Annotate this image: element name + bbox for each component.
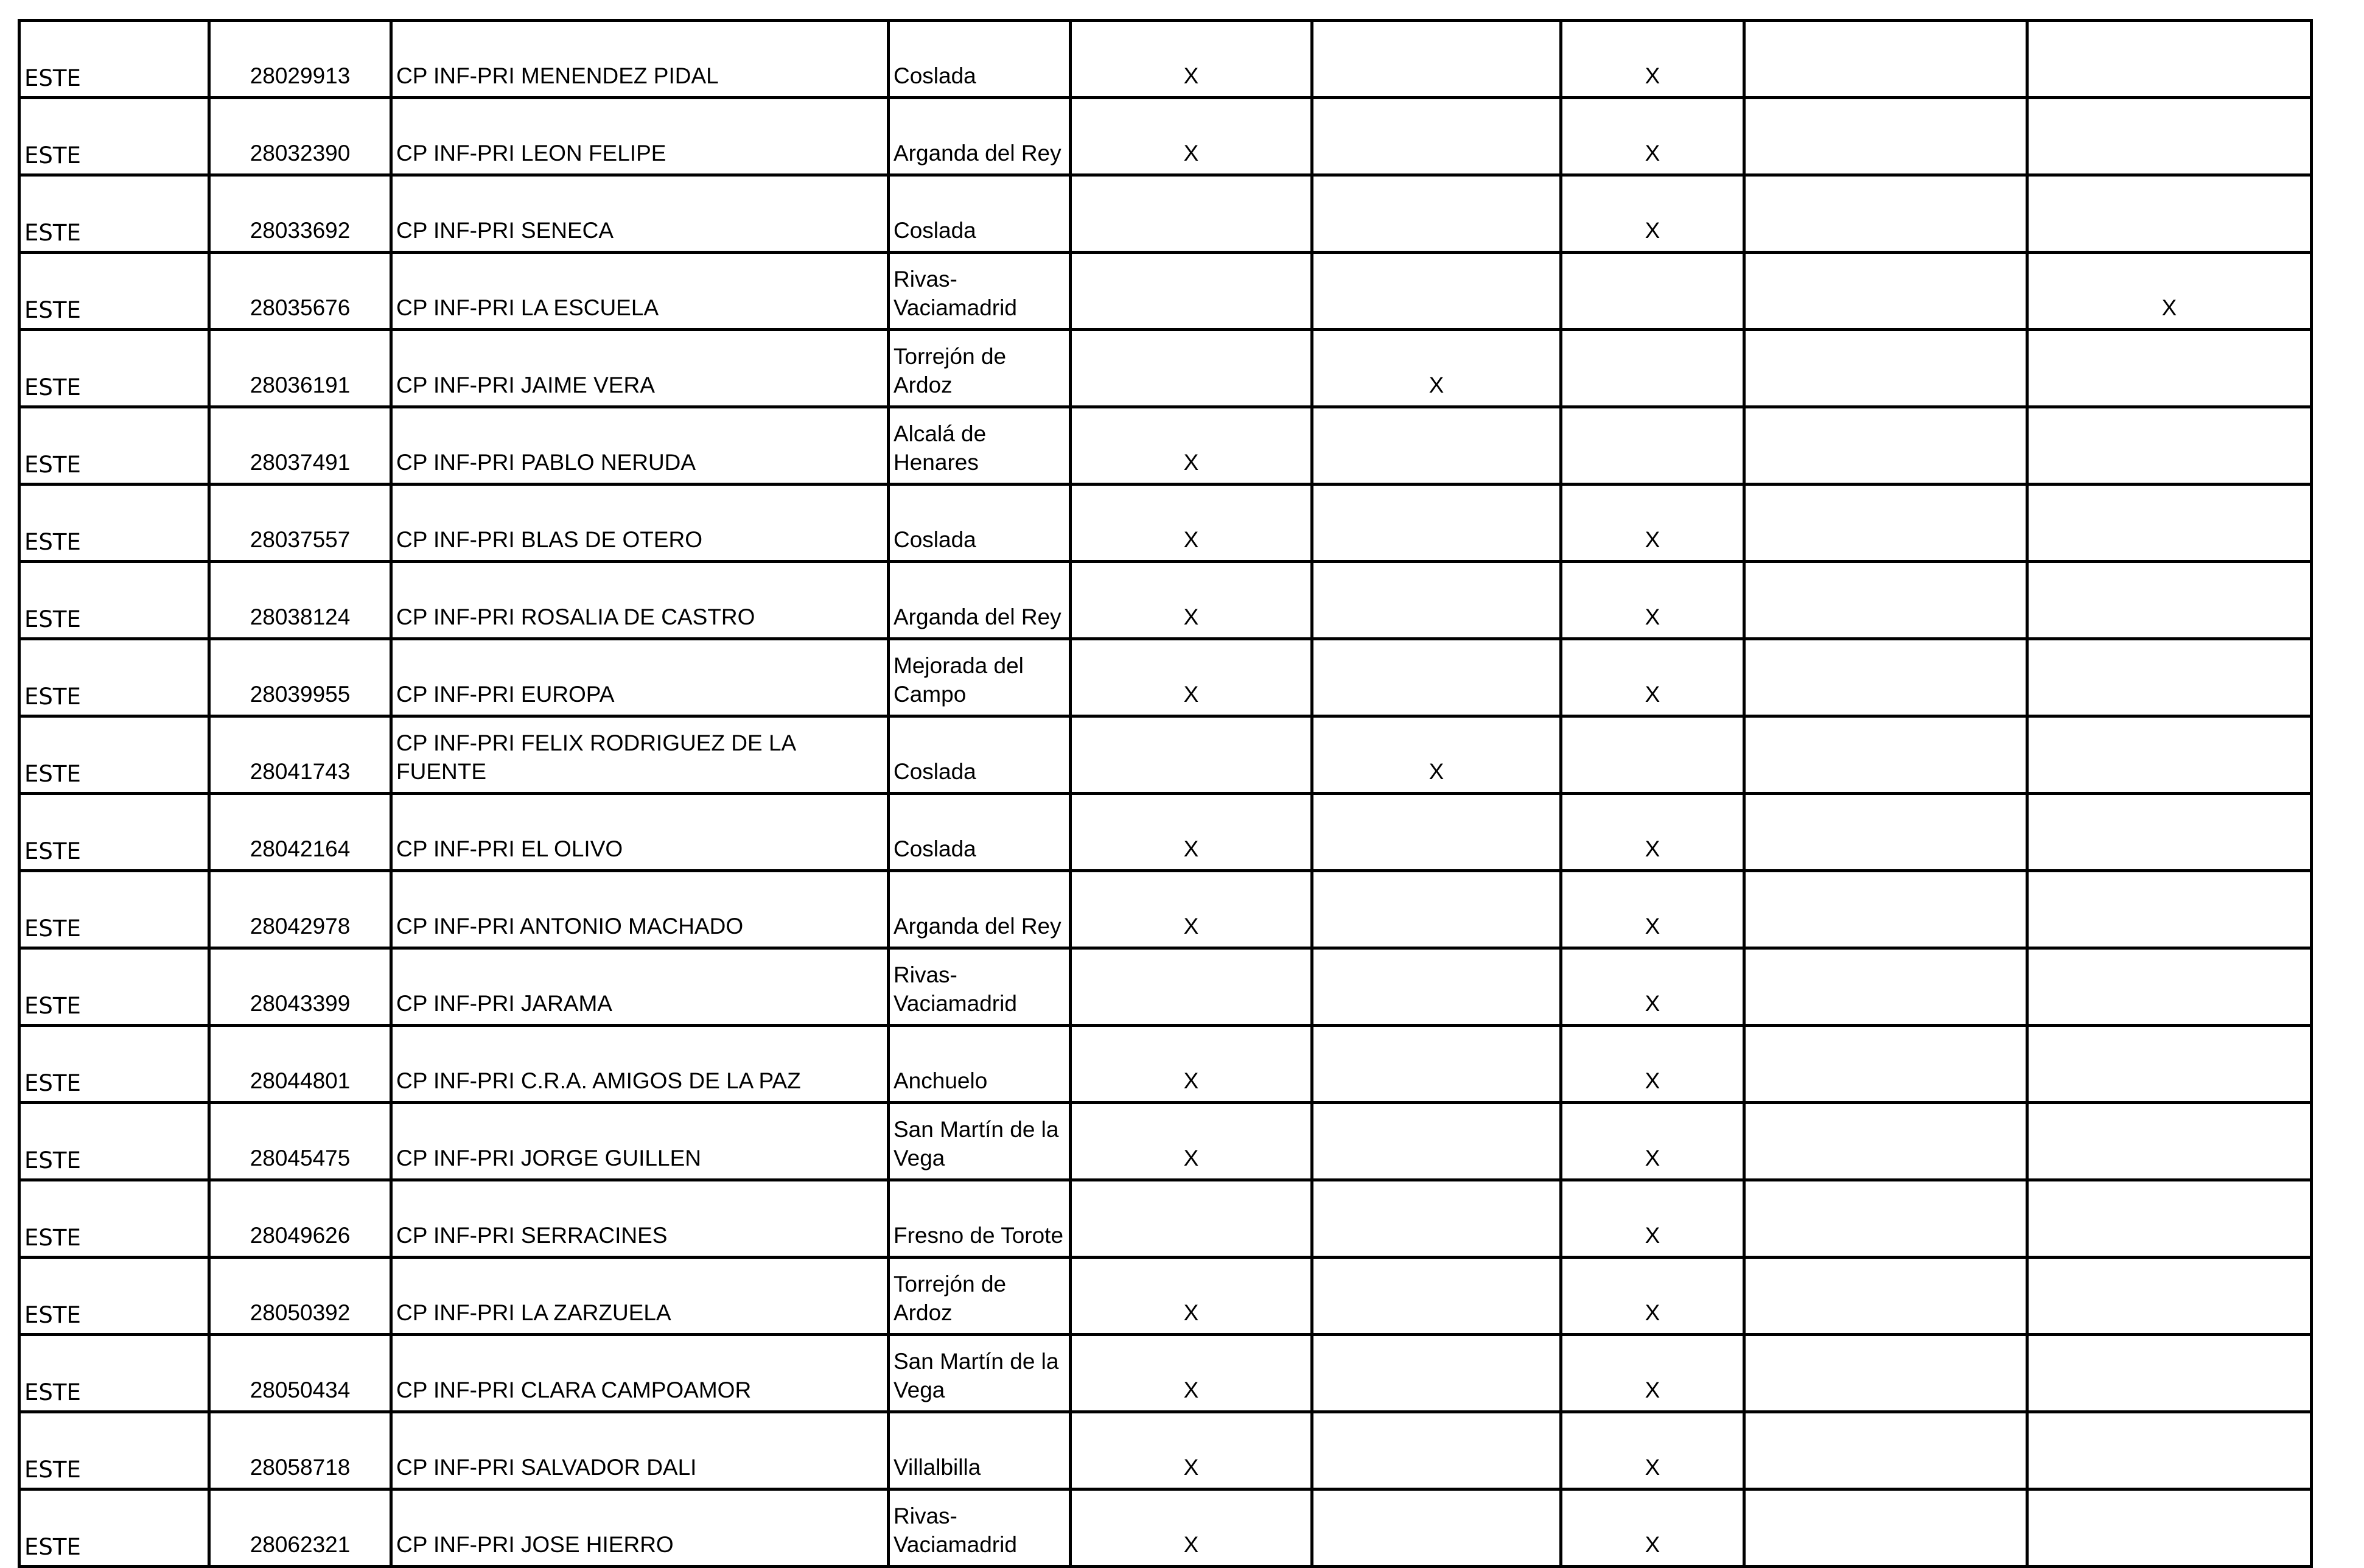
school-code-cell: 28043399 <box>209 948 391 1026</box>
mark-cell-2 <box>1312 485 1561 562</box>
mark-cell-2 <box>1312 1180 1561 1258</box>
mark-cell-4 <box>1744 253 2027 330</box>
zone-cell: ESTE <box>19 871 209 948</box>
mark-cell-5 <box>2027 1103 2312 1180</box>
mark-cell-2 <box>1312 407 1561 485</box>
school-code-cell: 28041743 <box>209 716 391 794</box>
municipality-cell: Coslada <box>889 794 1071 871</box>
mark-cell-4 <box>1744 562 2027 639</box>
zone-cell: ESTE <box>19 485 209 562</box>
school-name-cell: CP INF-PRI SENECA <box>391 175 889 253</box>
mark-cell-1: X <box>1071 1412 1312 1489</box>
mark-cell-3: X <box>1561 1412 1744 1489</box>
table-row <box>19 1489 2312 1567</box>
mark-cell-2 <box>1312 21 1561 98</box>
municipality-cell: Villalbilla <box>889 1412 1071 1489</box>
table-row <box>19 253 2312 330</box>
school-name-cell: CP INF-PRI ROSALIA DE CASTRO <box>391 562 889 639</box>
school-name-cell: CP INF-PRI C.R.A. AMIGOS DE LA PAZ <box>391 1026 889 1103</box>
table-row <box>19 562 2312 639</box>
school-code-cell: 28044801 <box>209 1026 391 1103</box>
mark-cell-4 <box>1744 175 2027 253</box>
zone-cell: ESTE <box>19 1103 209 1180</box>
mark-cell-2 <box>1312 175 1561 253</box>
municipality-cell: Coslada <box>889 716 1071 794</box>
mark-cell-4 <box>1744 1026 2027 1103</box>
mark-cell-4 <box>1744 485 2027 562</box>
school-code-cell: 28058718 <box>209 1412 391 1489</box>
mark-cell-3: X <box>1561 639 1744 716</box>
mark-cell-2: X <box>1312 330 1561 407</box>
school-name-cell: CP INF-PRI LA ESCUELA <box>391 253 889 330</box>
mark-cell-3: X <box>1561 1103 1744 1180</box>
mark-cell-1 <box>1071 175 1312 253</box>
municipality-cell: Arganda del Rey <box>889 98 1071 175</box>
mark-cell-1: X <box>1071 485 1312 562</box>
mark-cell-2 <box>1312 1026 1561 1103</box>
school-name-cell: CP INF-PRI EL OLIVO <box>391 794 889 871</box>
mark-cell-4 <box>1744 716 2027 794</box>
mark-cell-1 <box>1071 948 1312 1026</box>
mark-cell-1: X <box>1071 1335 1312 1412</box>
school-code-cell: 28042164 <box>209 794 391 871</box>
municipality-cell: Arganda del Rey <box>889 562 1071 639</box>
mark-cell-3: X <box>1561 794 1744 871</box>
table-row <box>19 794 2312 871</box>
mark-cell-5 <box>2027 330 2312 407</box>
mark-cell-1: X <box>1071 794 1312 871</box>
table-row <box>19 1103 2312 1180</box>
mark-cell-4 <box>1744 794 2027 871</box>
table-row <box>19 1026 2312 1103</box>
mark-cell-2 <box>1312 98 1561 175</box>
municipality-cell: Mejorada del Campo <box>889 639 1071 716</box>
mark-cell-2 <box>1312 794 1561 871</box>
mark-cell-1 <box>1071 253 1312 330</box>
school-code-cell: 28033692 <box>209 175 391 253</box>
zone-cell: ESTE <box>19 716 209 794</box>
schools-table <box>18 19 2313 1568</box>
municipality-cell: Alcalá de Henares <box>889 407 1071 485</box>
mark-cell-3: X <box>1561 1489 1744 1567</box>
mark-cell-2 <box>1312 253 1561 330</box>
mark-cell-1: X <box>1071 1258 1312 1335</box>
mark-cell-4 <box>1744 330 2027 407</box>
school-name-cell: CP INF-PRI SERRACINES <box>391 1180 889 1258</box>
zone-cell: ESTE <box>19 330 209 407</box>
school-code-cell: 28042978 <box>209 871 391 948</box>
mark-cell-4 <box>1744 871 2027 948</box>
mark-cell-5 <box>2027 948 2312 1026</box>
mark-cell-3: X <box>1561 562 1744 639</box>
zone-cell: ESTE <box>19 1489 209 1567</box>
mark-cell-3: X <box>1561 1335 1744 1412</box>
zone-cell: ESTE <box>19 794 209 871</box>
mark-cell-1: X <box>1071 871 1312 948</box>
table-row <box>19 1180 2312 1258</box>
municipality-cell: Torrejón de Ardoz <box>889 1258 1071 1335</box>
mark-cell-2 <box>1312 1489 1561 1567</box>
municipality-cell: Anchuelo <box>889 1026 1071 1103</box>
mark-cell-5 <box>2027 1258 2312 1335</box>
school-name-cell: CP INF-PRI CLARA CAMPOAMOR <box>391 1335 889 1412</box>
school-code-cell: 28037491 <box>209 407 391 485</box>
mark-cell-5 <box>2027 716 2312 794</box>
table-row <box>19 639 2312 716</box>
mark-cell-2 <box>1312 1103 1561 1180</box>
mark-cell-2 <box>1312 1412 1561 1489</box>
mark-cell-1 <box>1071 716 1312 794</box>
table-row <box>19 330 2312 407</box>
mark-cell-3: X <box>1561 948 1744 1026</box>
mark-cell-4 <box>1744 1258 2027 1335</box>
mark-cell-2 <box>1312 948 1561 1026</box>
municipality-cell: San Martín de la Vega <box>889 1335 1071 1412</box>
mark-cell-5 <box>2027 1412 2312 1489</box>
school-code-cell: 28037557 <box>209 485 391 562</box>
school-name-cell: CP INF-PRI JORGE GUILLEN <box>391 1103 889 1180</box>
school-code-cell: 28062321 <box>209 1489 391 1567</box>
mark-cell-4 <box>1744 948 2027 1026</box>
table-row <box>19 716 2312 794</box>
school-name-cell: CP INF-PRI SALVADOR DALI <box>391 1412 889 1489</box>
mark-cell-2: X <box>1312 716 1561 794</box>
school-name-cell: CP INF-PRI JARAMA <box>391 948 889 1026</box>
mark-cell-2 <box>1312 639 1561 716</box>
zone-cell: ESTE <box>19 1180 209 1258</box>
table-row <box>19 175 2312 253</box>
school-name-cell: CP INF-PRI EUROPA <box>391 639 889 716</box>
mark-cell-5 <box>2027 1489 2312 1567</box>
mark-cell-4 <box>1744 639 2027 716</box>
mark-cell-5 <box>2027 1026 2312 1103</box>
table-row <box>19 21 2312 98</box>
school-name-cell: CP INF-PRI LEON FELIPE <box>391 98 889 175</box>
mark-cell-1: X <box>1071 562 1312 639</box>
mark-cell-1 <box>1071 1180 1312 1258</box>
school-code-cell: 28045475 <box>209 1103 391 1180</box>
zone-cell: ESTE <box>19 1258 209 1335</box>
mark-cell-3: X <box>1561 98 1744 175</box>
mark-cell-5 <box>2027 175 2312 253</box>
mark-cell-4 <box>1744 1180 2027 1258</box>
mark-cell-3: X <box>1561 1026 1744 1103</box>
mark-cell-2 <box>1312 871 1561 948</box>
table-row <box>19 1412 2312 1489</box>
school-code-cell: 28032390 <box>209 98 391 175</box>
mark-cell-1: X <box>1071 639 1312 716</box>
municipality-cell: Torrejón de Ardoz <box>889 330 1071 407</box>
school-name-cell: CP INF-PRI FELIX RODRIGUEZ DE LA FUENTE <box>391 716 889 794</box>
mark-cell-3: X <box>1561 1258 1744 1335</box>
table-body <box>19 21 2312 1567</box>
zone-cell: ESTE <box>19 948 209 1026</box>
mark-cell-1: X <box>1071 1103 1312 1180</box>
table-row <box>19 98 2312 175</box>
zone-cell: ESTE <box>19 98 209 175</box>
zone-cell: ESTE <box>19 1026 209 1103</box>
mark-cell-5 <box>2027 21 2312 98</box>
mark-cell-1 <box>1071 330 1312 407</box>
mark-cell-1: X <box>1071 1489 1312 1567</box>
school-name-cell: CP INF-PRI JOSE HIERRO <box>391 1489 889 1567</box>
school-code-cell: 28050434 <box>209 1335 391 1412</box>
mark-cell-4 <box>1744 407 2027 485</box>
municipality-cell: Coslada <box>889 21 1071 98</box>
mark-cell-5 <box>2027 871 2312 948</box>
zone-cell: ESTE <box>19 407 209 485</box>
municipality-cell: Coslada <box>889 175 1071 253</box>
mark-cell-5 <box>2027 1335 2312 1412</box>
mark-cell-2 <box>1312 1335 1561 1412</box>
school-code-cell: 28039955 <box>209 639 391 716</box>
municipality-cell: Rivas-Vaciamadrid <box>889 253 1071 330</box>
mark-cell-4 <box>1744 1412 2027 1489</box>
municipality-cell: Fresno de Torote <box>889 1180 1071 1258</box>
school-name-cell: CP INF-PRI ANTONIO MACHADO <box>391 871 889 948</box>
mark-cell-5 <box>2027 407 2312 485</box>
table-row <box>19 1258 2312 1335</box>
mark-cell-4 <box>1744 1489 2027 1567</box>
table-row <box>19 407 2312 485</box>
zone-cell: ESTE <box>19 562 209 639</box>
school-code-cell: 28035676 <box>209 253 391 330</box>
municipality-cell: Arganda del Rey <box>889 871 1071 948</box>
municipality-cell: Rivas-Vaciamadrid <box>889 948 1071 1026</box>
zone-cell: ESTE <box>19 175 209 253</box>
municipality-cell: San Martín de la Vega <box>889 1103 1071 1180</box>
mark-cell-3: X <box>1561 485 1744 562</box>
mark-cell-4 <box>1744 21 2027 98</box>
table-row <box>19 948 2312 1026</box>
school-name-cell: CP INF-PRI BLAS DE OTERO <box>391 485 889 562</box>
mark-cell-3: X <box>1561 1180 1744 1258</box>
mark-cell-3: X <box>1561 871 1744 948</box>
mark-cell-4 <box>1744 1103 2027 1180</box>
school-code-cell: 28038124 <box>209 562 391 639</box>
mark-cell-1: X <box>1071 1026 1312 1103</box>
mark-cell-2 <box>1312 562 1561 639</box>
mark-cell-5 <box>2027 1180 2312 1258</box>
school-code-cell: 28029913 <box>209 21 391 98</box>
school-name-cell: CP INF-PRI JAIME VERA <box>391 330 889 407</box>
school-code-cell: 28036191 <box>209 330 391 407</box>
municipality-cell: Rivas-Vaciamadrid <box>889 1489 1071 1567</box>
mark-cell-3: X <box>1561 175 1744 253</box>
mark-cell-4 <box>1744 1335 2027 1412</box>
mark-cell-5 <box>2027 639 2312 716</box>
school-name-cell: CP INF-PRI PABLO NERUDA <box>391 407 889 485</box>
zone-cell: ESTE <box>19 253 209 330</box>
municipality-cell: Coslada <box>889 485 1071 562</box>
mark-cell-5 <box>2027 98 2312 175</box>
mark-cell-1: X <box>1071 98 1312 175</box>
zone-cell: ESTE <box>19 639 209 716</box>
mark-cell-3 <box>1561 716 1744 794</box>
mark-cell-5 <box>2027 485 2312 562</box>
mark-cell-3 <box>1561 253 1744 330</box>
school-code-cell: 28049626 <box>209 1180 391 1258</box>
mark-cell-3: X <box>1561 21 1744 98</box>
mark-cell-4 <box>1744 98 2027 175</box>
mark-cell-1: X <box>1071 21 1312 98</box>
mark-cell-5 <box>2027 562 2312 639</box>
zone-cell: ESTE <box>19 1335 209 1412</box>
mark-cell-5: X <box>2027 253 2312 330</box>
table-row <box>19 1335 2312 1412</box>
table-row <box>19 871 2312 948</box>
mark-cell-5 <box>2027 794 2312 871</box>
school-code-cell: 28050392 <box>209 1258 391 1335</box>
school-name-cell: CP INF-PRI LA ZARZUELA <box>391 1258 889 1335</box>
zone-cell: ESTE <box>19 1412 209 1489</box>
school-name-cell: CP INF-PRI MENENDEZ PIDAL <box>391 21 889 98</box>
mark-cell-3 <box>1561 330 1744 407</box>
zone-cell: ESTE <box>19 21 209 98</box>
table-row <box>19 485 2312 562</box>
mark-cell-3 <box>1561 407 1744 485</box>
mark-cell-2 <box>1312 1258 1561 1335</box>
mark-cell-1: X <box>1071 407 1312 485</box>
